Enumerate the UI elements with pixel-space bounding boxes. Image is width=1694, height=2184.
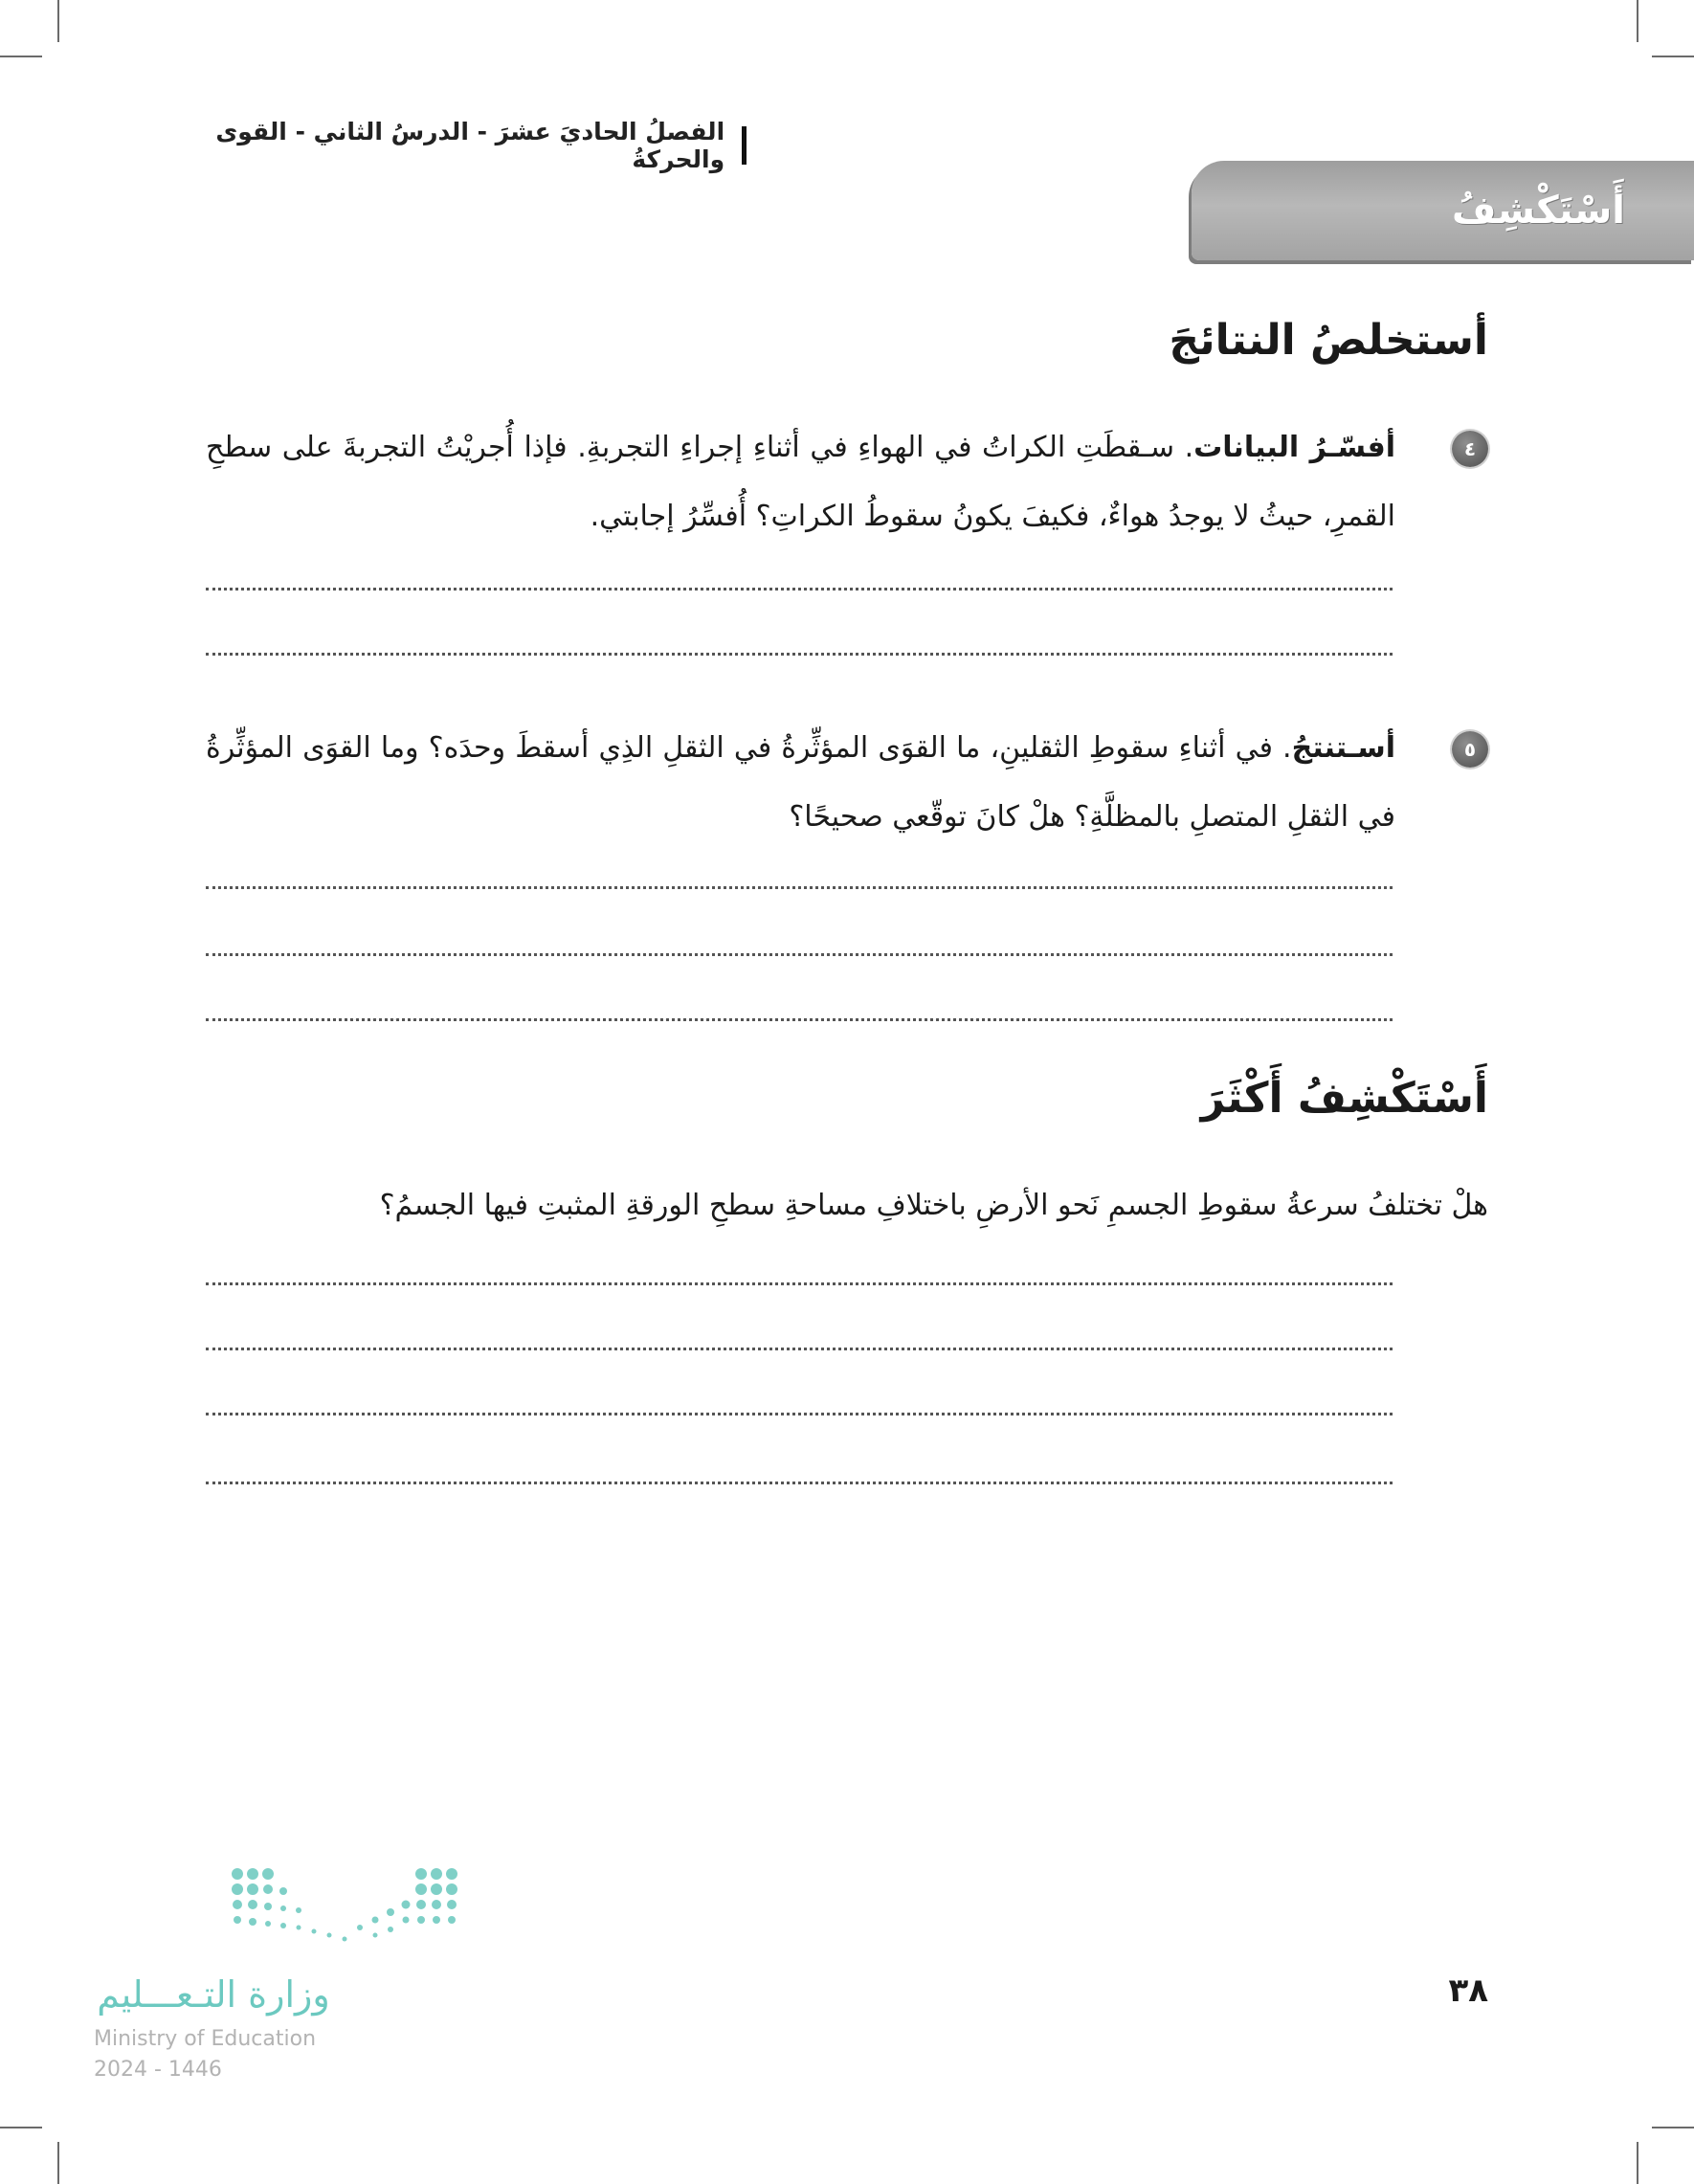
explore-more-question: هلْ تختلفُ سرعةُ سقوطِ الجسمِ نَحو الأرضِ باختلافِ مساحةِ سطحِ الورقةِ المثبتِ فيها الجسمُ؟ — [379, 1189, 1488, 1222]
crop-mark — [1637, 0, 1638, 42]
question-body: . سـقطَتِ الكراتُ في الهواءِ في أثناءِ إجراءِ التجربةِ. فإذا أُجريْتُ التجربةَ على سطحِ القمرِ، حيثُ لا يوجدُ هواءٌ، فكيفَ يكونُ سقوطُ الكراتِ؟ أُفسِّرُ إجابتي. — [206, 431, 1395, 533]
answer-line[interactable] — [206, 588, 1393, 591]
question-keyword: أسـتنتجُ — [1291, 731, 1395, 765]
running-header — [134, 118, 747, 173]
question-keyword: أفسّـرُ البيانات — [1193, 431, 1395, 464]
section-tab — [1192, 161, 1694, 260]
crop-mark — [0, 2127, 42, 2128]
crop-mark — [1652, 2127, 1694, 2128]
question-number-badge: ٤ — [1452, 431, 1488, 467]
question-text — [206, 714, 1395, 852]
section-tab-label: أَسْتَكْشِفُ — [1452, 189, 1625, 233]
crop-mark — [57, 2142, 59, 2184]
conclusions-heading: أستخلصُ النتائجَ — [1169, 316, 1488, 365]
answer-line[interactable] — [206, 653, 1393, 656]
page-number: ٣٨ — [1448, 1972, 1488, 2010]
logo-years: 2024 - 1446 — [94, 2058, 222, 2082]
answer-line[interactable] — [206, 1282, 1393, 1285]
answer-line[interactable] — [206, 886, 1393, 889]
running-title: الفصلُ الحاديَ عشرَ - الدرسُ الثاني - القوى والحركةُ — [215, 118, 725, 173]
crop-mark — [1652, 56, 1694, 57]
logo-arabic-name: وزارة التـعـــليم — [97, 1973, 330, 2016]
answer-line[interactable] — [206, 953, 1393, 956]
answer-line[interactable] — [206, 1413, 1393, 1415]
crop-mark — [0, 56, 42, 57]
question-text — [206, 413, 1395, 551]
question-4 — [206, 413, 1488, 551]
crop-mark — [1637, 2142, 1638, 2184]
logo-english-name: Ministry of Education — [94, 2027, 317, 2051]
question-number-badge: ٥ — [1452, 731, 1488, 768]
header-bar — [742, 126, 747, 165]
ministry-logo — [94, 1866, 457, 2086]
question-body: . في أثناءِ سقوطِ الثقلينِ، ما القوَى المؤثِّرةُ في الثقلِ الذِي أسقطَ وحدَه؟ وما القوَى المؤثِّرةُ في الثقلِ المتصلِ بالمظلَّةِ؟ هلْ كانَ توقّعي صحيحًا؟ — [206, 731, 1395, 834]
logo-dots-icon — [228, 1866, 457, 1952]
explore-more-heading: أَسْتَكْشِفُ أَكْثَرَ — [1200, 1074, 1488, 1123]
answer-line[interactable] — [206, 1482, 1393, 1484]
question-5 — [206, 714, 1488, 852]
crop-mark — [57, 0, 59, 42]
answer-line[interactable] — [206, 1348, 1393, 1350]
answer-line[interactable] — [206, 1018, 1393, 1021]
